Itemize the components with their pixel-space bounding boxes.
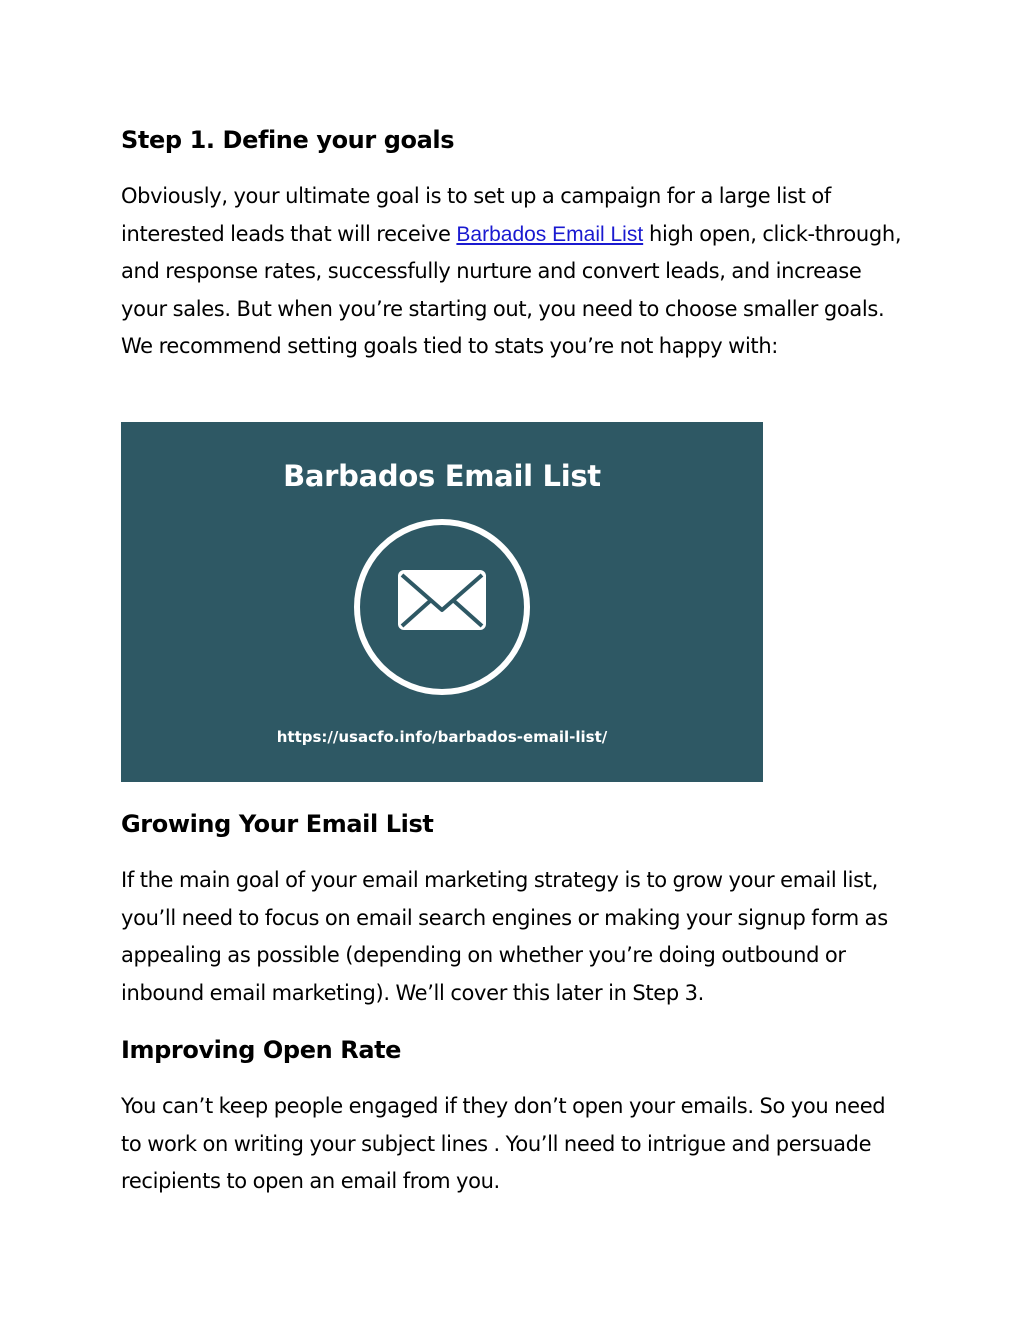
paragraph-growing: If the main goal of your email marketing strategy is to grow your email list, you’ll need to focus on email search engines or making your signup form as appealing as possible (depending on whether you’re doing outbound or inbound email marketing). We’ll cover this later in Step 3. xyxy=(121,868,888,1005)
banner-url: https://usacfo.info/barbados-email-list/ xyxy=(276,728,608,746)
paragraph-intro xyxy=(121,178,911,366)
intro-text-before-link: Obviously, your ultimate goal is to set up a campaign for a large list of interested leads that will receive xyxy=(121,184,831,246)
paragraph-open-rate: You can’t keep people engaged if they don’t open your emails. So you need to work on writing your subject lines . You’ll need to intrigue and persuade recipients to open an email from you. xyxy=(121,1094,886,1194)
barbados-email-list-link[interactable]: Barbados Email List xyxy=(456,222,644,246)
heading-step1-define-goals: Step 1. Define your goals xyxy=(121,126,455,154)
intro-text-after-link: high open, click-through, and response rates, successfully nurture and convert leads, and increase your sales. But when you’re starting out, you need to choose smaller goals. We recommend setting goals tied to stats you’re not happy with: xyxy=(121,221,902,359)
heading-improving-open-rate: Improving Open Rate xyxy=(121,1036,402,1064)
envelope-body xyxy=(398,570,486,630)
heading-growing-email-list: Growing Your Email List xyxy=(121,810,434,838)
envelope-icon xyxy=(350,515,534,699)
banner-title: Barbados Email List xyxy=(283,459,601,493)
